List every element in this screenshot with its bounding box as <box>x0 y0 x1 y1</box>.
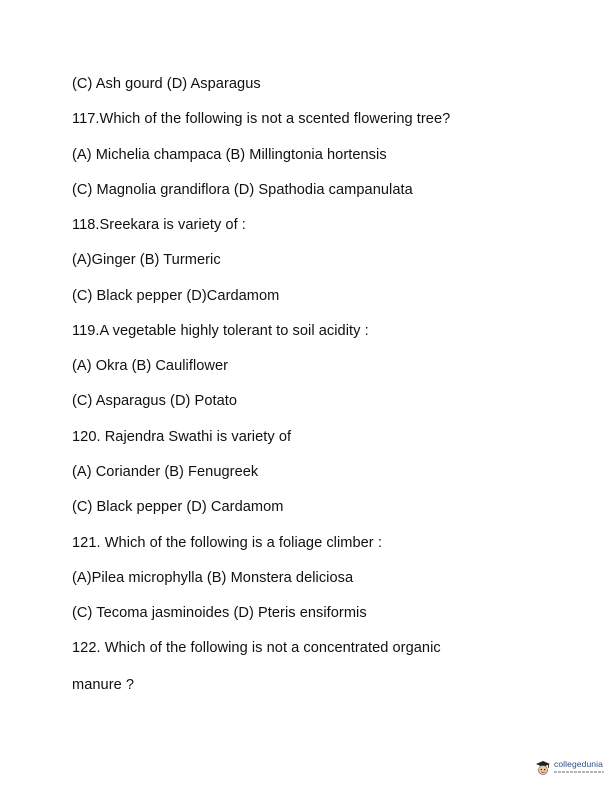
question-120: 120. Rajendra Swathi is variety of <box>72 429 292 445</box>
watermark-brand-text: collegedunia <box>554 759 603 769</box>
option-line-120-cd: (C) Black pepper (D) Cardamom <box>72 499 284 515</box>
option-line-116-cd: (C) Ash gourd (D) Asparagus <box>72 76 261 92</box>
option-line-121-ab: (A)Pilea microphylla (B) Monstera deliciosa <box>72 570 354 586</box>
question-122-continued: manure ? <box>72 677 135 693</box>
option-line-119-ab: (A) Okra (B) Cauliflower <box>72 358 229 374</box>
question-121: 121. Which of the following is a foliage climber : <box>72 535 382 551</box>
question-122: 122. Which of the following is not a concentrated organic <box>72 640 441 656</box>
graduate-mascot-icon <box>535 760 551 776</box>
question-117: 117.Which of the following is not a scented flowering tree? <box>72 111 451 127</box>
option-line-117-cd: (C) Magnolia grandiflora (D) Spathodia campanulata <box>72 182 413 198</box>
option-line-121-cd: (C) Tecoma jasminoides (D) Pteris ensiformis <box>72 605 367 621</box>
option-line-117-ab: (A) Michelia champaca (B) Millingtonia hortensis <box>72 147 387 163</box>
option-line-118-ab: (A)Ginger (B) Turmeric <box>72 252 221 268</box>
option-line-119-cd: (C) Asparagus (D) Potato <box>72 393 238 409</box>
option-line-120-ab: (A) Coriander (B) Fenugreek <box>72 464 259 480</box>
option-line-118-cd: (C) Black pepper (D)Cardamom <box>72 288 280 304</box>
question-119: 119.A vegetable highly tolerant to soil acidity : <box>72 323 369 339</box>
collegedunia-watermark <box>535 760 604 776</box>
question-118: 118.Sreekara is variety of : <box>72 217 246 233</box>
watermark-tagline <box>554 771 604 773</box>
